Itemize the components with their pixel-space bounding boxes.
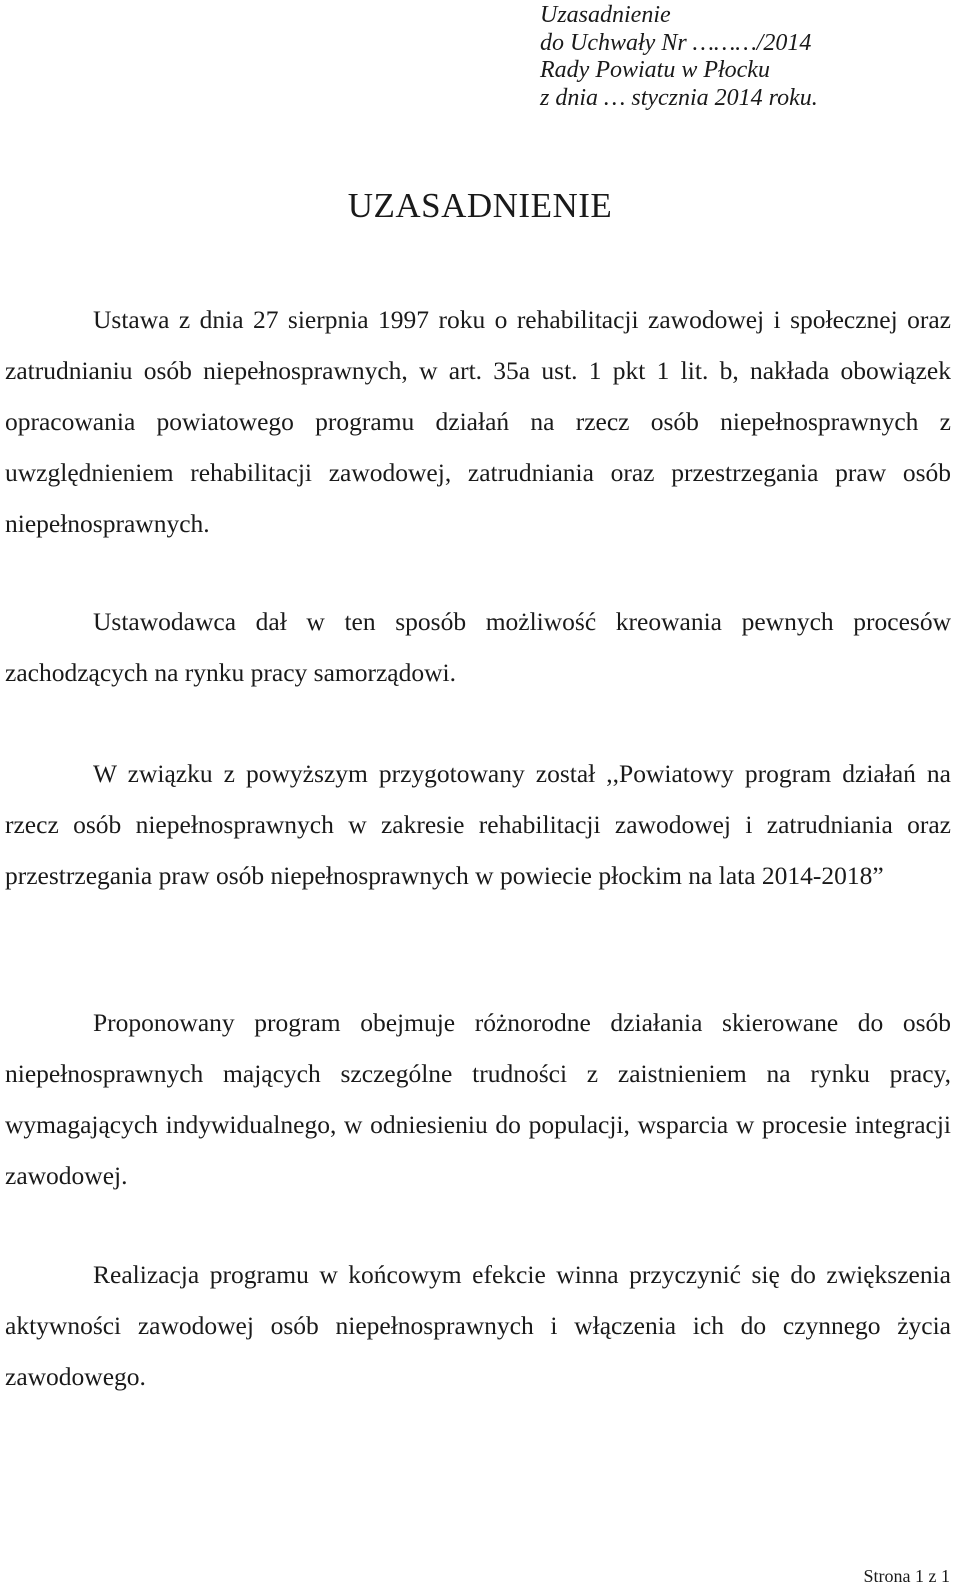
paragraph-legislator: Ustawodawca dał w ten sposób możliwość kreowania pewnych procesów zachodzących na rynku pracy samorządowi.	[5, 607, 951, 687]
header-line-justification: Uzasadnienie	[540, 2, 671, 28]
document-title: UZASADNIENIE	[347, 186, 613, 225]
paragraph-program-goal: Realizacja programu w końcowym efekcie winna przyczynić się do zwiększenia aktywności zawodowej osób niepełnosprawnych i włączenia ich do czynnego życia zawodowego.	[5, 1260, 951, 1391]
paragraph-program-scope: Proponowany program obejmuje różnorodne działania skierowane do osób niepełnosprawnych mających szczególne trudności z zaistnieniem na rynku pracy, wymagających indywidualnego, w odniesieniu do populacji, wsparcia w procesie integracji zawodowej.	[5, 1008, 951, 1190]
header-line-council: Rady Powiatu w Płocku	[540, 57, 770, 83]
header-line-resolution-number: do Uchwały Nr ………/2014	[540, 29, 812, 56]
paragraph-program-prepared: W związku z powyższym przygotowany został ,,Powiatowy program działań na rzecz osób niepełnosprawnych w zakresie rehabilitacji zawodowej i zatrudniania oraz przestrzegania praw osób niepełnosprawnych w powiecie płockim na lata 2014-2018”	[5, 759, 951, 890]
resolution-reference-header	[540, 2, 818, 112]
page-number: Strona 1 z 1	[863, 1566, 950, 1586]
header-line-date: z dnia … stycznia 2014 roku.	[540, 84, 818, 111]
paragraph-legal-basis: Ustawa z dnia 27 sierpnia 1997 roku o rehabilitacji zawodowej i społecznej oraz zatrudnianiu osób niepełnosprawnych, w art. 35a ust. 1 pkt 1 lit. b, nakłada obowiązek opracowania powiatowego programu działań na rzecz osób niepełnosprawnych z uwzględnieniem rehabilitacji zawodowej, zatrudniania oraz przestrzegania praw osób niepełnosprawnych.	[5, 305, 951, 538]
